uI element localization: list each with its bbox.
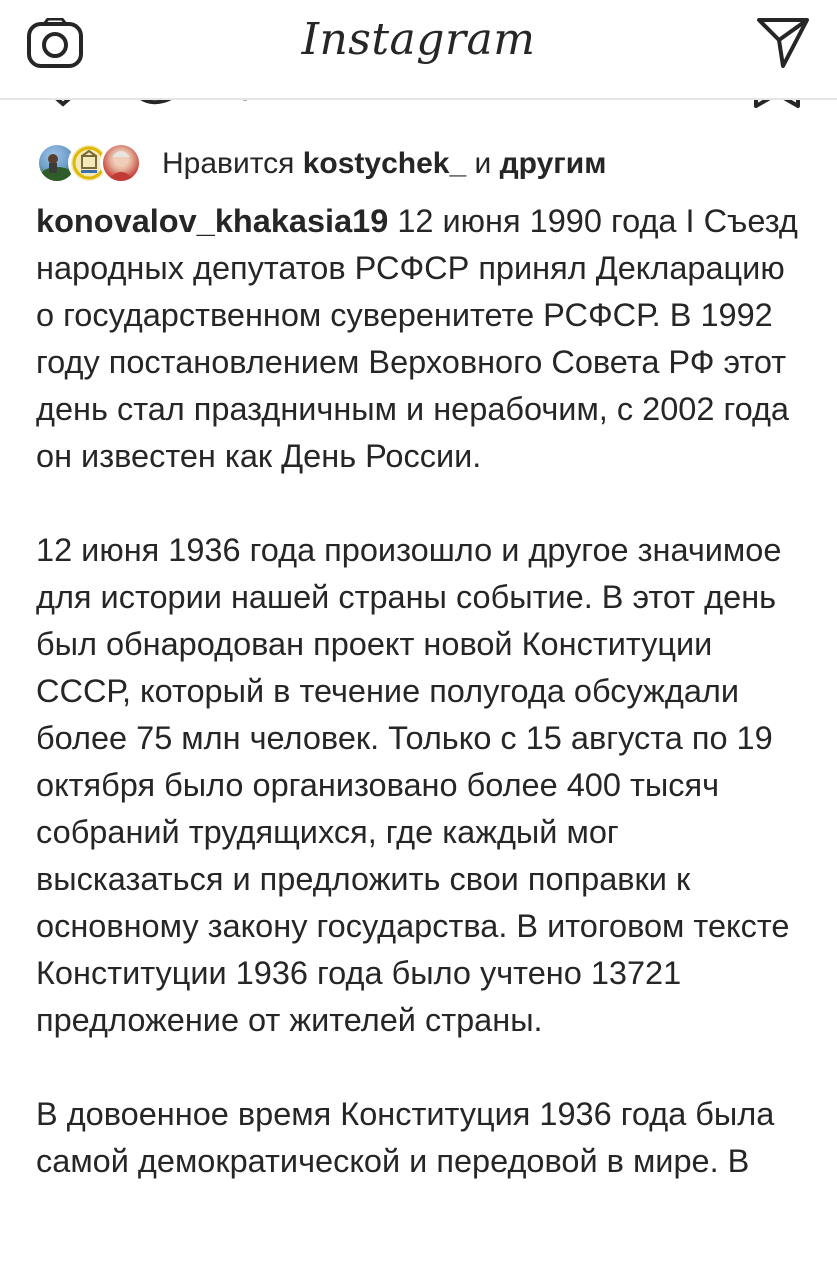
caption-paragraph [36,198,806,480]
likes-text [162,144,606,184]
post-caption [36,198,806,1185]
liker-username[interactable]: kostychek_ [302,147,467,180]
caption-text: 12 июня 1990 года I Съезд народных депутатов РСФСР принял Декларацию о государственном суверенитете РСФСР. В 1992 году постановлением Верховного Совета РФ этот день стал праздничным и нерабочим, с 2002 года он известен как День России. [36,203,798,474]
likes-conjunction: и [474,147,492,180]
post-author-username[interactable]: konovalov_khakasia19 [36,203,389,239]
top-app-bar [0,0,837,100]
instagram-logo: Instagram [301,14,536,65]
likes-summary[interactable] [36,138,606,190]
likes-prefix: Нравится [162,147,295,180]
caption-paragraph: В довоенное время Конституция 1936 года была самой демократической и передовой в мире. В [36,1096,775,1179]
paper-plane-icon[interactable] [755,14,811,70]
liker-avatars [36,138,148,190]
avatar [100,142,142,184]
likes-others-link[interactable]: другим [499,147,607,180]
caption-paragraph: 12 июня 1936 года произошло и другое значимое для истории нашей страны событие. В этот день был обнародован проект новой Конституции СССР, который в течение полугода обсуждали более 75 млн человек. Только с 15 августа по 19 октября было организовано более 400 тысяч собраний трудящихся, где каждый мог высказаться и предложить свои поправки к основному закону государства. В итоговом тексте Конституции 1936 года было учтено 13721 предложение от жителей страны. [36,532,790,1038]
